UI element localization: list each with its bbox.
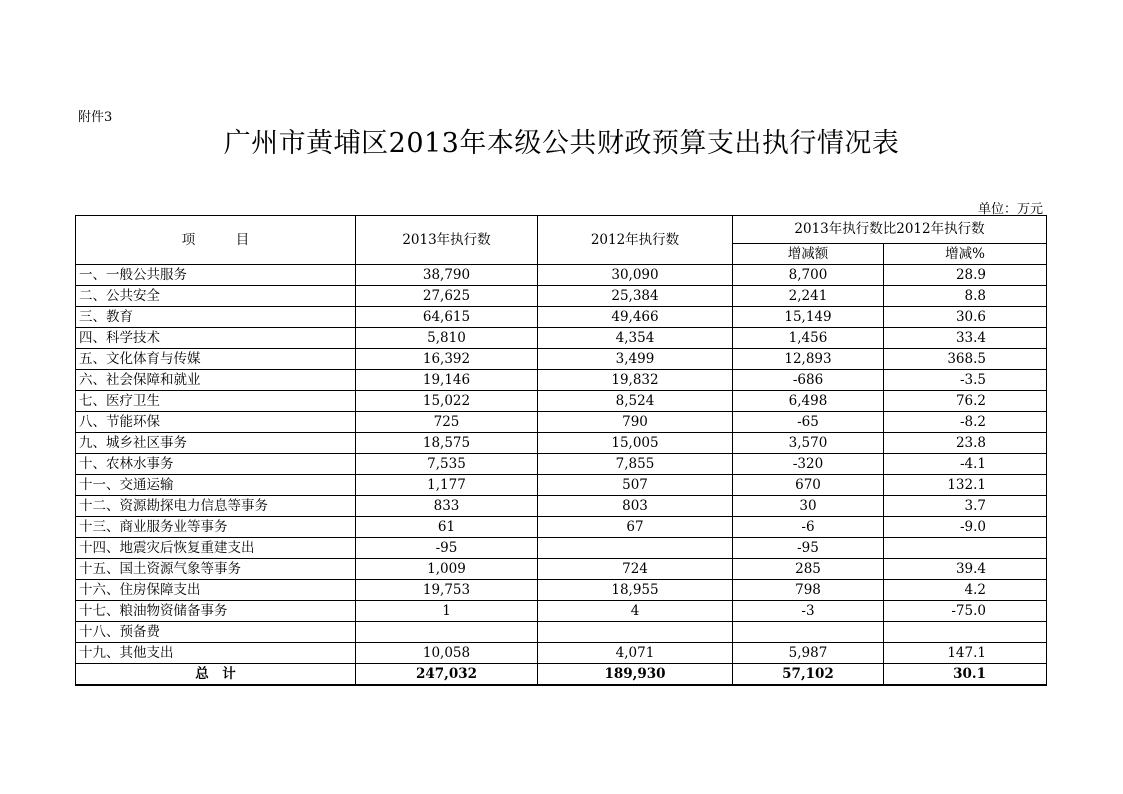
row-change-amount: 6,498 (733, 391, 884, 412)
table-row (76, 286, 1047, 307)
total-row (76, 664, 1047, 686)
row-change-amount: 12,893 (733, 349, 884, 370)
row-exec-2013: 10,058 (356, 643, 538, 664)
row-change-amount: -65 (733, 412, 884, 433)
row-exec-2012: 67 (538, 517, 733, 538)
table-row (76, 349, 1047, 370)
row-exec-2012: 4,071 (538, 643, 733, 664)
table-row (76, 643, 1047, 664)
row-item-name: 十三、商业服务业等事务 (76, 517, 356, 538)
table-row (76, 517, 1047, 538)
row-change-percent: 147.1 (884, 643, 1047, 664)
row-change-percent: 8.8 (884, 286, 1047, 307)
row-change-percent: -4.1 (884, 454, 1047, 475)
attachment-label: 附件3 (78, 110, 113, 125)
table-row (76, 496, 1047, 517)
header-comparison: 2013年执行数比2012年执行数 (733, 216, 1047, 244)
row-item-name: 十四、地震灾后恢复重建支出 (76, 538, 356, 559)
table-row (76, 475, 1047, 496)
row-exec-2012: 19,832 (538, 370, 733, 391)
row-change-percent: 33.4 (884, 328, 1047, 349)
unit-label: 单位：万元 (977, 202, 1043, 217)
row-exec-2012: 724 (538, 559, 733, 580)
row-exec-2012: 790 (538, 412, 733, 433)
row-change-percent: 132.1 (884, 475, 1047, 496)
table-row (76, 454, 1047, 475)
row-exec-2013: 19,753 (356, 580, 538, 601)
table-row (76, 433, 1047, 454)
row-exec-2013: 1,009 (356, 559, 538, 580)
row-exec-2012: 18,955 (538, 580, 733, 601)
row-item-name: 十六、住房保障支出 (76, 580, 356, 601)
row-change-amount: 30 (733, 496, 884, 517)
total-exec-2013: 247,032 (356, 664, 538, 686)
row-change-percent: 76.2 (884, 391, 1047, 412)
row-item-name: 四、科学技术 (76, 328, 356, 349)
row-change-percent: 30.6 (884, 307, 1047, 328)
row-change-amount: 15,149 (733, 307, 884, 328)
table-row (76, 391, 1047, 412)
budget-table (75, 215, 1047, 686)
row-exec-2013: 5,810 (356, 328, 538, 349)
row-change-percent: 28.9 (884, 265, 1047, 286)
row-change-amount: 1,456 (733, 328, 884, 349)
row-exec-2013: 16,392 (356, 349, 538, 370)
row-exec-2012: 3,499 (538, 349, 733, 370)
row-exec-2012: 8,524 (538, 391, 733, 412)
row-exec-2012 (538, 538, 733, 559)
table-row (76, 538, 1047, 559)
row-exec-2013: 38,790 (356, 265, 538, 286)
row-exec-2013: 61 (356, 517, 538, 538)
row-change-amount: -95 (733, 538, 884, 559)
header-change-amount: 增减额 (733, 244, 884, 265)
row-change-percent: 3.7 (884, 496, 1047, 517)
row-change-amount: -6 (733, 517, 884, 538)
row-exec-2013: 19,146 (356, 370, 538, 391)
row-exec-2012 (538, 622, 733, 643)
row-exec-2012: 30,090 (538, 265, 733, 286)
row-exec-2012: 25,384 (538, 286, 733, 307)
page-title: 广州市黄埔区2013年本级公共财政预算支出执行情况表 (223, 128, 900, 159)
row-change-percent: -3.5 (884, 370, 1047, 391)
row-exec-2012: 15,005 (538, 433, 733, 454)
row-exec-2012: 4,354 (538, 328, 733, 349)
total-exec-2012: 189,930 (538, 664, 733, 686)
row-item-name: 十五、国土资源气象等事务 (76, 559, 356, 580)
row-item-name: 九、城乡社区事务 (76, 433, 356, 454)
row-change-percent: 23.8 (884, 433, 1047, 454)
table-row (76, 601, 1047, 622)
row-change-amount: 3,570 (733, 433, 884, 454)
row-change-percent (884, 622, 1047, 643)
row-exec-2013 (356, 622, 538, 643)
table-row (76, 559, 1047, 580)
row-change-amount (733, 622, 884, 643)
row-exec-2013: 1 (356, 601, 538, 622)
row-change-percent: 368.5 (884, 349, 1047, 370)
row-change-amount: -686 (733, 370, 884, 391)
row-change-percent (884, 538, 1047, 559)
table-row (76, 580, 1047, 601)
row-change-percent: -8.2 (884, 412, 1047, 433)
row-change-percent: 4.2 (884, 580, 1047, 601)
row-exec-2012: 7,855 (538, 454, 733, 475)
row-exec-2013: 725 (356, 412, 538, 433)
row-exec-2013: 27,625 (356, 286, 538, 307)
row-change-amount: 670 (733, 475, 884, 496)
table-row (76, 307, 1047, 328)
row-change-amount: -3 (733, 601, 884, 622)
header-item: 项 目 (76, 216, 356, 265)
row-exec-2013: 1,177 (356, 475, 538, 496)
table-row (76, 265, 1047, 286)
row-change-percent: 39.4 (884, 559, 1047, 580)
row-change-percent: -9.0 (884, 517, 1047, 538)
table-body (76, 265, 1047, 686)
row-exec-2013: 64,615 (356, 307, 538, 328)
row-change-amount: 2,241 (733, 286, 884, 307)
header-change-percent: 增减% (884, 244, 1047, 265)
row-item-name: 三、教育 (76, 307, 356, 328)
row-item-name: 八、节能环保 (76, 412, 356, 433)
row-item-name: 十九、其他支出 (76, 643, 356, 664)
header-exec-2013: 2013年执行数 (356, 216, 538, 265)
row-exec-2013: 7,535 (356, 454, 538, 475)
total-label: 总 计 (76, 664, 356, 686)
row-change-amount: 285 (733, 559, 884, 580)
row-change-amount: 798 (733, 580, 884, 601)
row-exec-2012: 507 (538, 475, 733, 496)
table-row (76, 370, 1047, 391)
row-exec-2013: 18,575 (356, 433, 538, 454)
table-row (76, 412, 1047, 433)
table-row (76, 328, 1047, 349)
header-exec-2012: 2012年执行数 (538, 216, 733, 265)
row-exec-2013: -95 (356, 538, 538, 559)
row-change-amount: 5,987 (733, 643, 884, 664)
row-exec-2012: 49,466 (538, 307, 733, 328)
row-item-name: 十二、资源勘探电力信息等事务 (76, 496, 356, 517)
row-item-name: 一、一般公共服务 (76, 265, 356, 286)
row-change-percent: -75.0 (884, 601, 1047, 622)
row-item-name: 十一、交通运输 (76, 475, 356, 496)
row-item-name: 十、农林水事务 (76, 454, 356, 475)
total-change-percent: 30.1 (884, 664, 1047, 686)
row-item-name: 六、社会保障和就业 (76, 370, 356, 391)
row-exec-2012: 4 (538, 601, 733, 622)
row-item-name: 十七、粮油物资储备事务 (76, 601, 356, 622)
row-exec-2012: 803 (538, 496, 733, 517)
row-exec-2013: 15,022 (356, 391, 538, 412)
total-change-amount: 57,102 (733, 664, 884, 686)
row-item-name: 二、公共安全 (76, 286, 356, 307)
row-item-name: 五、文化体育与传媒 (76, 349, 356, 370)
row-change-amount: -320 (733, 454, 884, 475)
row-item-name: 七、医疗卫生 (76, 391, 356, 412)
row-change-amount: 8,700 (733, 265, 884, 286)
table-row (76, 622, 1047, 643)
row-exec-2013: 833 (356, 496, 538, 517)
row-item-name: 十八、预备费 (76, 622, 356, 643)
